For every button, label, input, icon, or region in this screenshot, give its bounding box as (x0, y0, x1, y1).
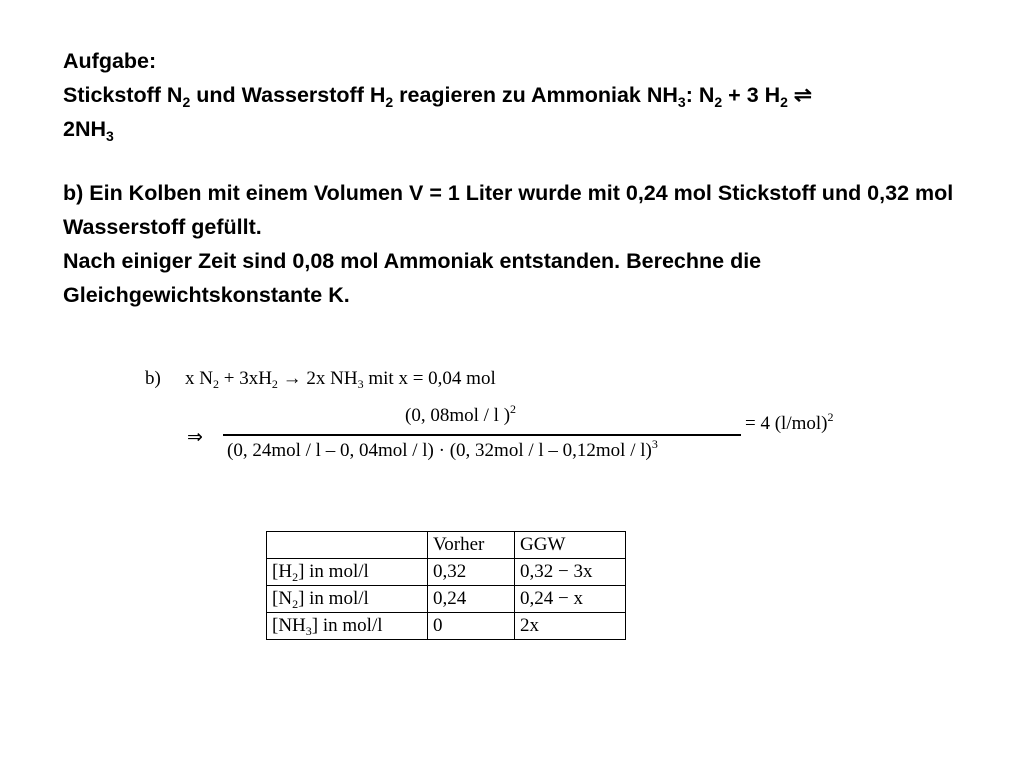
task-text (63, 44, 1003, 312)
exponent: 3 (651, 437, 658, 451)
concentration-table (266, 531, 626, 640)
reaction-text: 2NH (63, 117, 107, 141)
solution-label: b) (145, 368, 161, 389)
table-cell-label (267, 586, 428, 613)
result-text: = 4 (l/mol) (745, 413, 828, 434)
table-cell-ggw: 0,24 − x (515, 586, 626, 613)
reaction-text: reagieren zu Ammoniak NH (393, 83, 678, 107)
denominator-text: (0, 24mol / l – 0, 04mol / l) · (0, 32mol / l – 0,12mol / l) (227, 440, 652, 461)
subscript: 2 (292, 597, 299, 611)
exponent: 2 (827, 410, 834, 424)
subscript: 3 (677, 94, 686, 110)
subscript: 2 (714, 94, 723, 110)
spacer (63, 146, 1003, 176)
subscript: 3 (357, 377, 364, 391)
implies-arrow: ⇒ (187, 427, 203, 448)
table-header (267, 532, 428, 559)
label-text: ] in mol/l (311, 615, 383, 636)
table-cell-ggw: 0,32 − 3x (515, 559, 626, 586)
label-text: ] in mol/l (298, 561, 369, 582)
equation-text: + 3xH (218, 368, 272, 389)
table-cell-ggw: 2x (515, 613, 626, 640)
equilibrium-arrow: ⇌ (787, 83, 812, 107)
fraction-denominator (227, 437, 658, 462)
table-header: GGW (515, 532, 626, 559)
numerator-text: (0, 08mol / l ) (405, 405, 511, 426)
table-header: Vorher (428, 532, 515, 559)
reaction-text: und Wasserstoff H (190, 83, 386, 107)
table-cell-before: 0,24 (428, 586, 515, 613)
table-cell-label (267, 613, 428, 640)
reaction-text: : N (685, 83, 715, 107)
table-header-row (267, 532, 626, 559)
label-text: ] in mol/l (298, 588, 369, 609)
reaction-text: Stickstoff N (63, 83, 183, 107)
label-text: [N (272, 588, 293, 609)
subscript: 3 (305, 624, 312, 638)
subscript: 2 (292, 570, 299, 584)
reaction-line (63, 78, 1003, 112)
table-cell-label (267, 559, 428, 586)
equation-text: x N (185, 368, 213, 389)
table-cell-before: 0 (428, 613, 515, 640)
reaction-product-line (63, 112, 1003, 146)
task-heading: Aufgabe: (63, 49, 157, 73)
fraction-result (745, 410, 834, 435)
question-part-1: b) Ein Kolben mit einem Volumen V = 1 Liter wurde mit 0,24 mol Stickstoff und 0,32 mol Wasserstoff gefüllt. (63, 181, 954, 239)
label-text: [NH (272, 615, 306, 636)
table-cell-before: 0,32 (428, 559, 515, 586)
equation-text: → 2x NH (277, 368, 358, 389)
exponent: 2 (510, 402, 517, 416)
subscript: 2 (212, 377, 219, 391)
fraction-numerator (405, 402, 517, 427)
question-part-2: Nach einiger Zeit sind 0,08 mol Ammoniak entstanden. Berechne die Gleichgewichtskonstante K. (63, 249, 762, 307)
reaction-text: + 3 H (722, 83, 781, 107)
subscript: 2 (780, 94, 788, 110)
subscript: 2 (182, 94, 191, 110)
table-row (267, 586, 626, 613)
table-row (267, 559, 626, 586)
label-text: [H (272, 561, 293, 582)
subscript: 2 (271, 377, 278, 391)
table-row (267, 613, 626, 640)
equation-text: mit x = 0,04 mol (363, 368, 496, 389)
subscript: 2 (385, 94, 394, 110)
solution-equation (145, 368, 496, 390)
fraction-bar (223, 434, 741, 436)
subscript: 3 (106, 128, 114, 144)
solution-scan (145, 366, 875, 476)
